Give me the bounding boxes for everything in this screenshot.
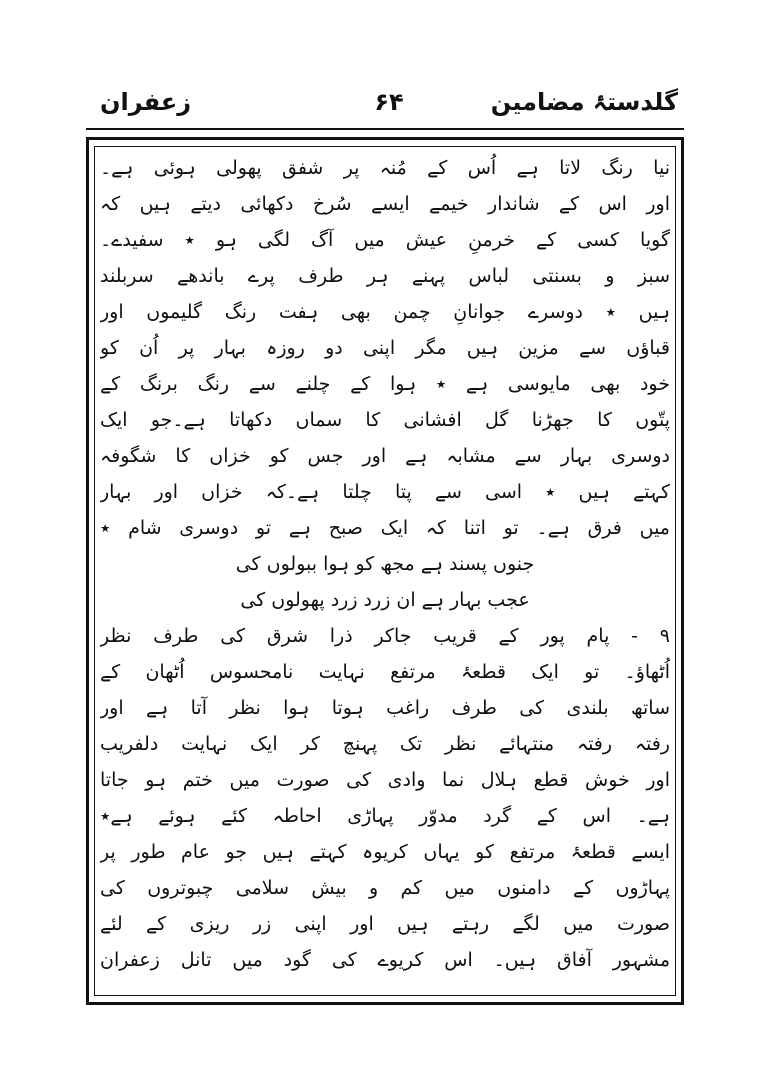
text-line: گویا کسی کے خرمنِ عیش میں آگ لگی ہو ٭ سفیدے۔ bbox=[100, 229, 670, 251]
text-line: اُٹھاؤ۔ تو ایک قطعۂ مرتفع نہایت نامحسوس اُٹھان کے bbox=[100, 661, 670, 683]
text-line: قباؤں سے مزین ہیں مگر اپنی دو روزہ بہار پر اُن کو bbox=[100, 337, 670, 359]
text-line: رفتہ رفتہ منتہائے نظر تک پہنچ کر ایک نہایت دلفریب bbox=[100, 733, 670, 755]
text-line: ہیں ٭ دوسرے جوانانِ چمن بھی ہفت رنگ گلیموں اور bbox=[100, 301, 670, 323]
text-line: مشہور آفاق ہیں۔ اس کریوے کی گود میں تانل زعفران bbox=[100, 949, 670, 971]
text-line: دوسری بہار سے مشابہ ہے اور جس کو خزاں کا شگوفہ bbox=[100, 445, 670, 467]
book-title: گلدستۂ مضامین bbox=[490, 88, 678, 116]
text-line: صورت میں لگے رہتے ہیں اور اپنی زر ریزی کے لئے bbox=[100, 913, 670, 935]
text-line: پہاڑوں کے دامنوں میں کم و بیش سلامی چبوتروں کی bbox=[100, 877, 670, 899]
section-title: زعفران bbox=[100, 88, 192, 116]
page-number: ۶۴ bbox=[374, 88, 404, 116]
text-line: ۹ - پام پور کے قریب جاکر ذرا شرق کی طرف نظر bbox=[100, 625, 670, 647]
page-header bbox=[100, 88, 678, 128]
text-line: میں فرق ہے۔ تو اتنا کہ ایک صبح ہے تو دوسری شام ٭ bbox=[100, 517, 670, 539]
text-line: ساتھ بلندی کی طرف راغب ہوتا ہوا نظر آتا ہے اور bbox=[100, 697, 670, 719]
text-line: ایسے قطعۂ مرتفع کو یہاں کریوہ کہتے ہیں جو عام طور پر bbox=[100, 841, 670, 863]
verse-line: جنوں پسند ہے مجھ کو ہوا ببولوں کی bbox=[235, 553, 535, 575]
header-rule bbox=[86, 128, 684, 130]
text-line: خود بھی مایوسی ہے ٭ ہوا کے چلنے سے رنگ برنگ کے bbox=[100, 373, 670, 395]
body-text bbox=[100, 150, 670, 990]
text-line: اور اس کے شاندار خیمے ایسے سُرخ دکھائی دیتے ہیں کہ bbox=[100, 193, 670, 215]
text-line: کہتے ہیں ٭ اسی سے پتا چلتا ہے۔کہ خزاں اور بہار bbox=[100, 481, 670, 503]
text-line: سبز و بسنتی لباس پہنے ہر طرف پرے باندھے سربلند bbox=[100, 265, 670, 287]
text-line: اور خوش قطع ہلال نما وادی کی صورت میں ختم ہو جاتا bbox=[100, 769, 670, 791]
verse-line: عجب بہار ہے ان زرد زرد پھولوں کی bbox=[240, 589, 530, 611]
text-line: ہے۔ اس کے گرد مدوّر پہاڑی احاطہ کئے ہوئے ہے٭ bbox=[100, 805, 670, 827]
text-line: پتّوں کا جھڑنا گل افشانی کا سماں دکھاتا ہے۔جو ایک bbox=[100, 409, 670, 431]
text-line: نیا رنگ لاتا ہے اُس کے مُنہ پر شفق پھولی ہوئی ہے۔ bbox=[100, 157, 670, 179]
